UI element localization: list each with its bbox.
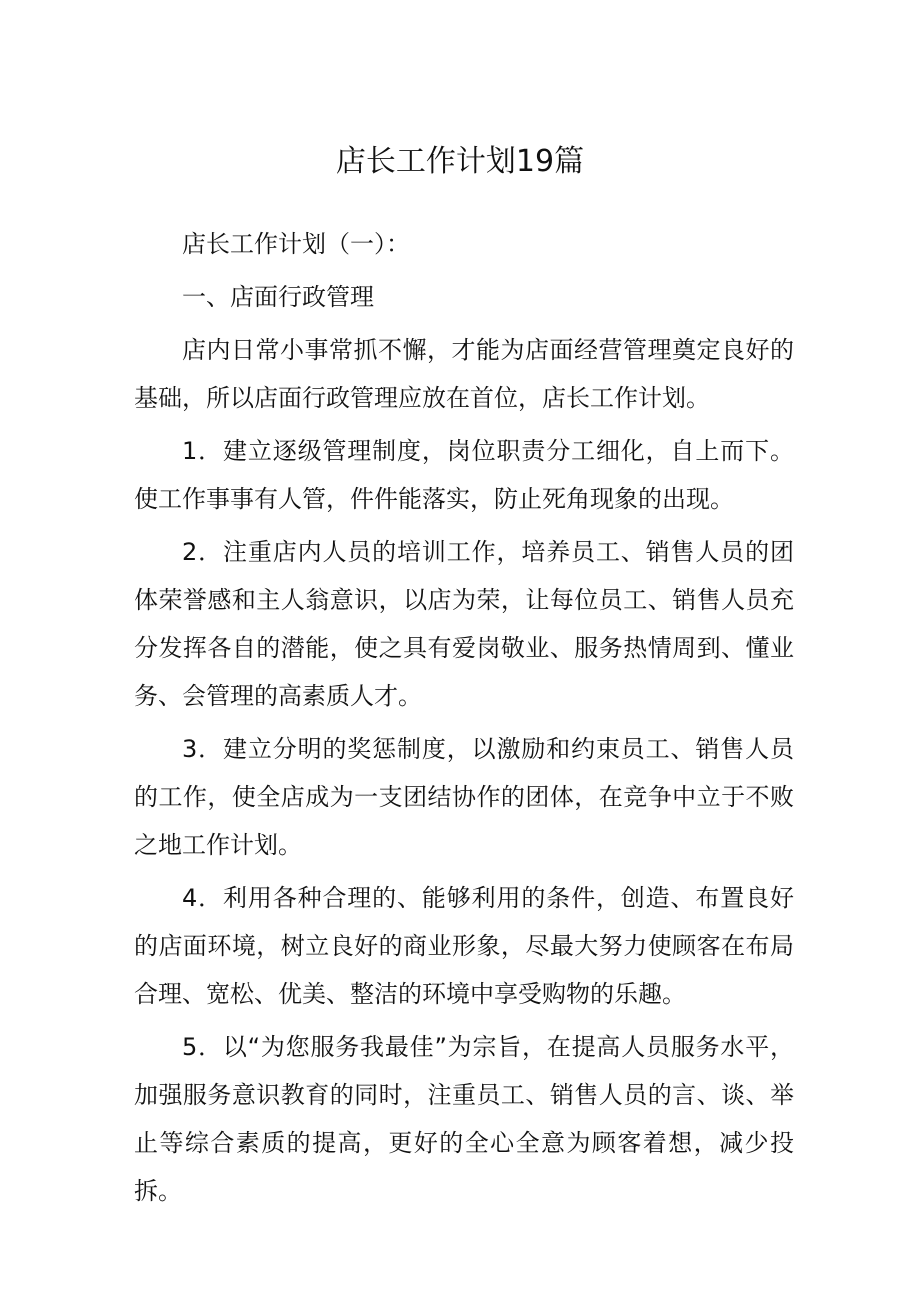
paragraph-intro: 店内日常小事常抓不懈，才能为店面经营管理奠定良好的基础，所以店面行政管理应放在首位，店长工作计划。 [134,336,794,412]
list-item-5: 5．以“为您服务我最佳”为宗旨，在提高人员服务水平，加强服务意识教育的同时，注重员工、销售人员的言、谈、举止等综合素质的提高，更好的全心全意为顾客着想，减少投拆。 [134,1033,794,1205]
section-heading: 一、店面行政管理 [182,283,374,311]
document-title: 店长工作计划19篇 [335,144,585,179]
document-body [134,220,794,1220]
list-item-3: 3．建立分明的奖惩制度，以激励和约束员工、销售人员的工作，使全店成为一支团结协作的团体，在竞争中立于不败之地工作计划。 [134,735,794,859]
paragraph-heading-1: 店长工作计划（一）： [182,230,410,258]
list-item-1: 1．建立逐级管理制度，岗位职责分工细化，自上而下。使工作事事有人管，件件能落实，防止死角现象的出现。 [134,437,794,513]
list-item-2: 2．注重店内人员的培训工作，培养员工、销售人员的团体荣誉感和主人翁意识，以店为荣，让每位员工、销售人员充分发挥各自的潜能，使之具有爱岗敬业、服务热情周到、懂业务、会管理的高素质人才。 [134,538,794,710]
list-item-4: 4．利用各种合理的、能够利用的条件，创造、布置良好的店面环境，树立良好的商业形象，尽最大努力使顾客在布局合理、宽松、优美、整洁的环境中享受购物的乐趣。 [134,884,794,1008]
